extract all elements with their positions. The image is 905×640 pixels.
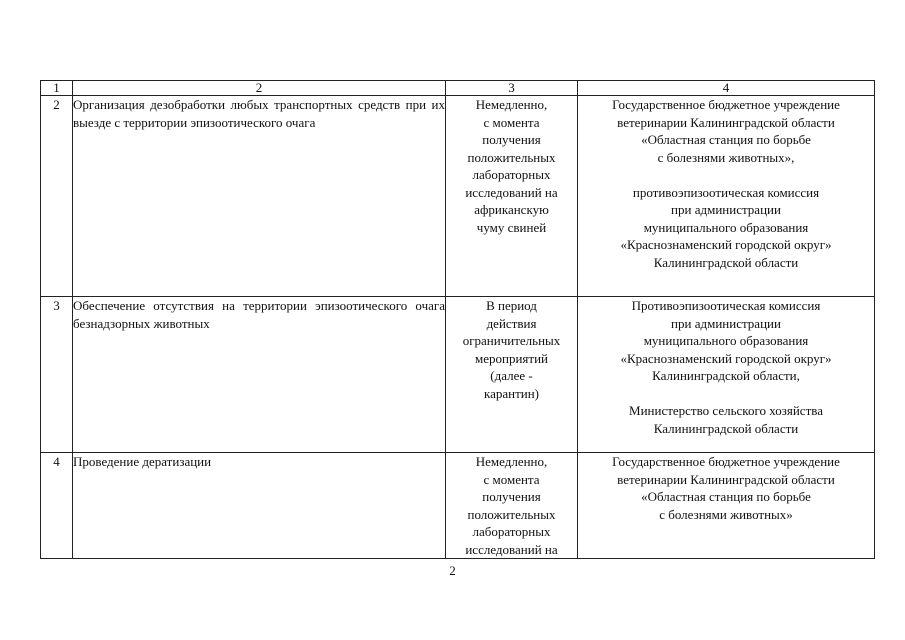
executor-line: «Краснознаменский городской округ» <box>620 237 832 252</box>
deadline-clip <box>446 453 577 557</box>
responsible-executors <box>578 297 875 453</box>
executor-line: «Областная станция по борьбе <box>641 489 811 504</box>
header-cell-1: 1 <box>41 81 73 96</box>
table-row <box>41 96 875 297</box>
header-cell-3: 3 <box>446 81 578 96</box>
deadline-line: с момента <box>483 114 540 130</box>
deadline-line: мероприятий <box>475 350 548 366</box>
deadline-line: (далее - <box>490 368 533 383</box>
deadline-line: исследований на <box>465 184 558 200</box>
deadline-line: чуму свиней <box>476 219 547 235</box>
measures-table <box>40 80 875 559</box>
deadline-line: Немедленно, <box>475 97 548 112</box>
executor-line: Государственное бюджетное учреждение <box>612 97 840 112</box>
deadline-line: В период <box>486 298 537 313</box>
row-number: 2 <box>41 96 73 297</box>
executor-line: Калининградской области, <box>652 368 800 383</box>
deadline-line: получения <box>482 489 541 504</box>
measure-deadline <box>446 297 578 453</box>
measure-deadline <box>446 96 578 297</box>
executor-line: с болезнями животных» <box>659 506 793 522</box>
executor-spacer <box>578 166 874 184</box>
executor-line: ветеринарии Калининградской области <box>617 471 835 487</box>
executor-line: Государственное бюджетное учреждение <box>612 454 840 469</box>
deadline-line: получения <box>482 132 541 147</box>
responsible-executors <box>578 453 875 559</box>
measure-description: Обеспечение отсутствия на территории эпизоотического очага безнадзорных животных <box>73 297 446 453</box>
deadline-line: лабораторных <box>472 167 551 182</box>
header-cell-4: 4 <box>578 81 875 96</box>
measure-description: Организация дезобработки любых транспортных средств при их выезде с территории эпизоотического очага <box>73 96 446 297</box>
measure-description: Проведение дератизации <box>73 453 446 559</box>
header-cell-2: 2 <box>73 81 446 96</box>
executor-line: при администрации <box>671 202 781 217</box>
deadline-line: Немедленно, <box>475 454 548 469</box>
table-header-row <box>41 81 875 96</box>
deadline-line: африканскую <box>474 202 549 217</box>
executor-line: «Областная станция по борьбе <box>641 132 811 147</box>
row-number: 3 <box>41 297 73 453</box>
responsible-executors <box>578 96 875 297</box>
measure-deadline <box>446 453 578 559</box>
deadline-line: действия <box>486 315 537 331</box>
table-row <box>41 297 875 453</box>
deadline-line: положительных <box>467 149 556 165</box>
table-row <box>41 453 875 559</box>
row-number: 4 <box>41 453 73 559</box>
executor-spacer <box>578 385 874 403</box>
deadline-line: положительных <box>467 506 556 522</box>
executor-line: Противоэпизоотическая комиссия <box>631 298 821 313</box>
executor-line: муниципального образования <box>643 333 809 348</box>
page-number: 2 <box>449 563 456 578</box>
executor-line: при администрации <box>671 315 781 331</box>
executor-line: Министерство сельского хозяйства <box>629 403 823 418</box>
deadline-line: с момента <box>483 471 540 487</box>
deadline-line: ограничительных <box>462 333 561 348</box>
executor-line: Калининградской области <box>653 254 799 270</box>
executor-line: противоэпизоотическая комиссия <box>632 184 820 200</box>
executor-line: с болезнями животных», <box>657 149 795 165</box>
executor-line: муниципального образования <box>643 219 809 235</box>
executor-line: Калининградской области <box>653 420 799 436</box>
deadline-line: карантин) <box>483 385 540 401</box>
executor-line: ветеринарии Калининградской области <box>617 114 835 130</box>
deadline-line: исследований на <box>465 541 558 557</box>
deadline-line: лабораторных <box>472 524 551 539</box>
executor-line: «Краснознаменский городской округ» <box>620 350 832 366</box>
